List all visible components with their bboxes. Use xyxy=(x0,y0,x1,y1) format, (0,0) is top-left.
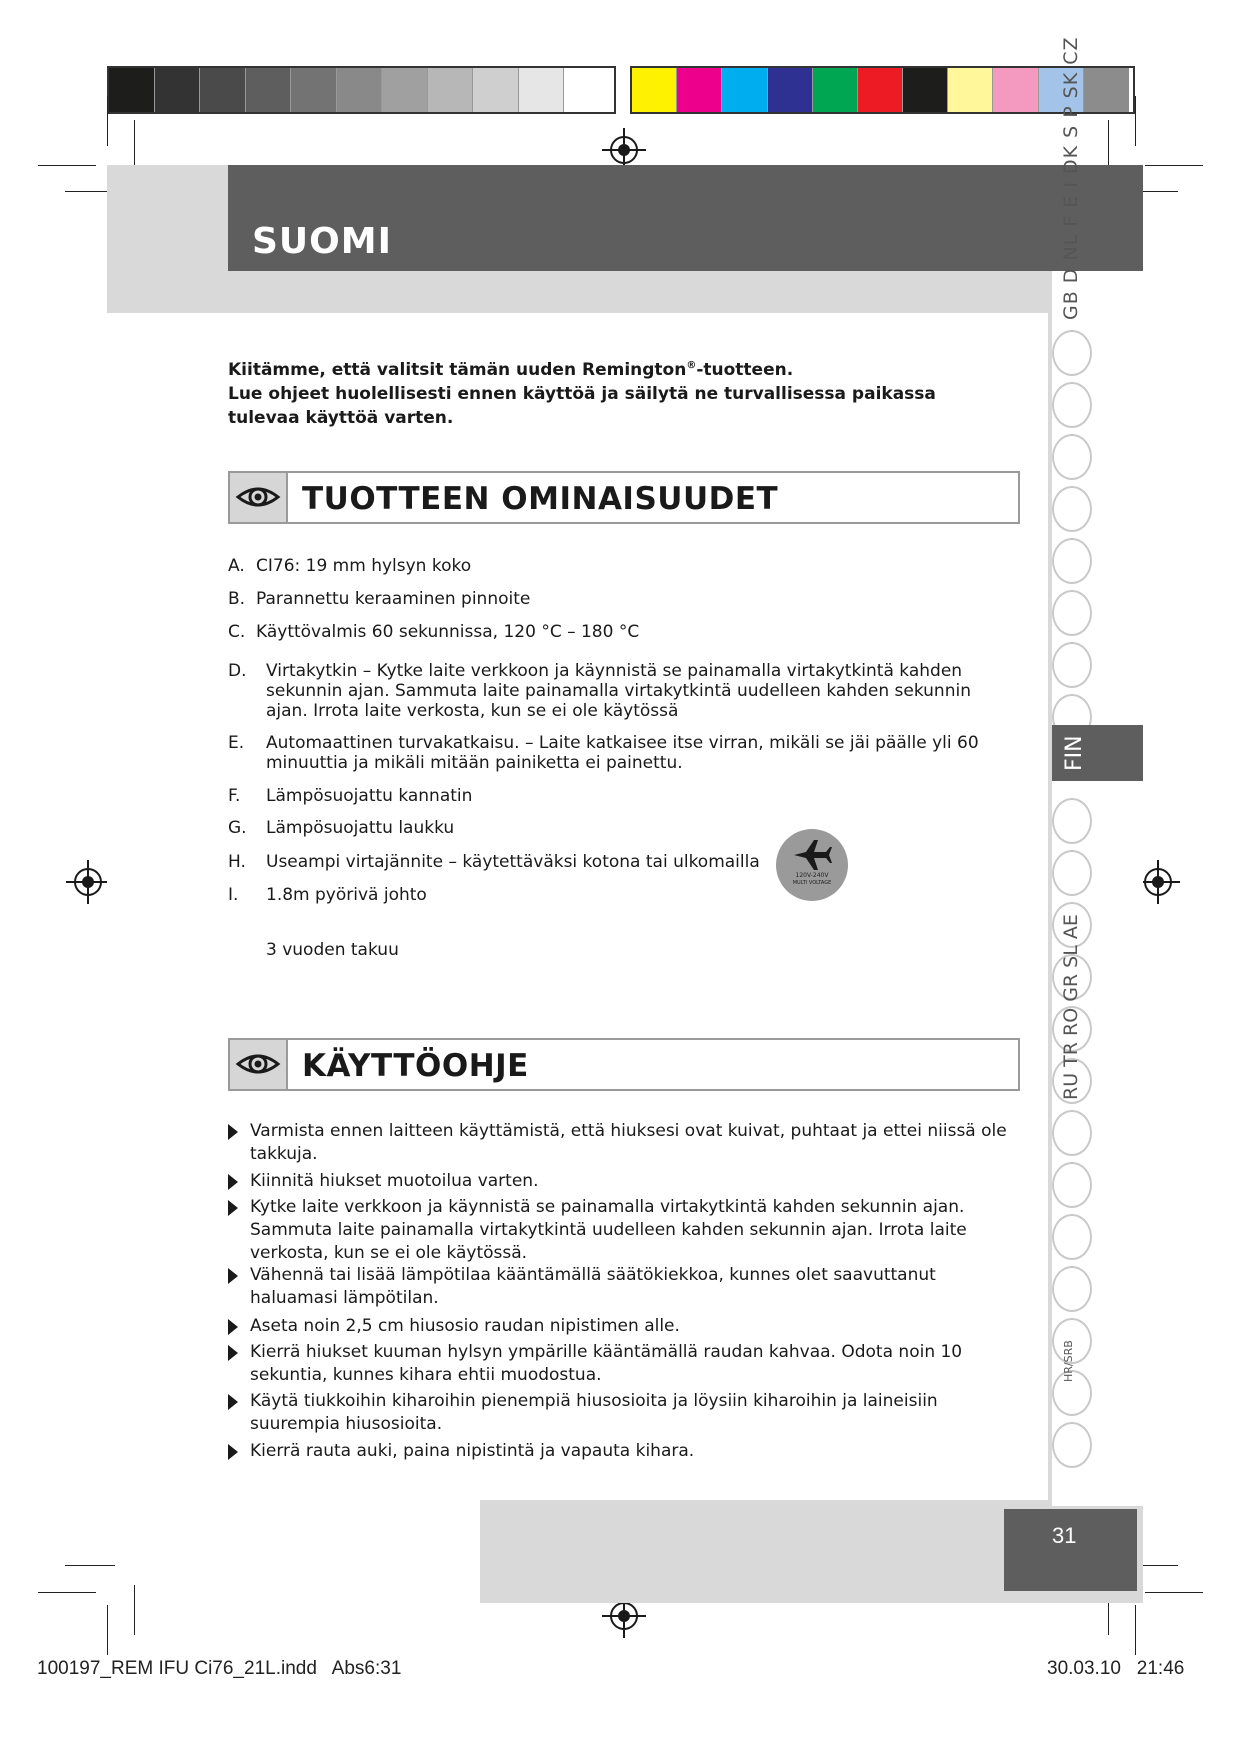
bullet-arrow-icon xyxy=(228,1345,238,1361)
color-swatch xyxy=(337,68,383,112)
language-tab-oval[interactable] xyxy=(1052,1266,1092,1312)
crop-mark xyxy=(134,120,135,170)
color-swatch xyxy=(291,68,337,112)
crop-mark xyxy=(107,1605,108,1655)
language-tabs-middle-label: RU TR RO GR SL AE xyxy=(1060,914,1082,1100)
color-swatch xyxy=(632,68,677,112)
feature-key: I. xyxy=(228,885,239,905)
language-tabs-bottom-label: HR/SRB xyxy=(1062,1340,1075,1382)
language-tabs-top-label: GB D NL F E I DK S P SK CZ xyxy=(1060,36,1082,320)
color-swatch xyxy=(382,68,428,112)
badge-line-1: 120V-240V xyxy=(795,872,829,879)
feature-text: 1.8m pyörivä johto xyxy=(266,885,427,905)
feature-key: B. xyxy=(228,589,246,609)
page-number-box xyxy=(1004,1509,1137,1591)
title-band xyxy=(228,165,1143,271)
color-swatch xyxy=(109,68,155,112)
usage-step-text: Kierrä rauta auki, paina nipistintä ja vapauta kihara. xyxy=(250,1441,695,1461)
color-swatch xyxy=(1084,68,1129,112)
feature-text: Automaattinen turvakatkaisu. – Laite katkaisee itse virran, mikäli se jäi päälle yli 60 minuuttia ja mikäli mitään painiketta ei painettu. xyxy=(266,733,979,773)
warranty-text: 3 vuoden takuu xyxy=(266,940,399,960)
language-tab-oval[interactable] xyxy=(1052,1422,1092,1468)
usage-step-text: Varmista ennen laitteen käyttämistä, että hiuksesi ovat kuivat, puhtaat ja ettei niissä ole takkuja. xyxy=(250,1121,1007,1164)
color-swatch xyxy=(768,68,813,112)
intro-line-2: Lue ohjeet huolellisesti ennen käyttöä ja säilytä ne turvallisessa paikassa tulevaa käyttöä varten. xyxy=(228,383,936,428)
feature-text: Parannettu keraaminen pinnoite xyxy=(256,589,531,609)
color-swatch xyxy=(473,68,519,112)
section-heading-features xyxy=(228,471,1020,524)
usage-step-text: Vähennä tai lisää lämpötilaa kääntämällä säätökiekkoa, kunnes olet saavuttanut haluamasi lämpötilan. xyxy=(250,1265,936,1308)
section-title-features: TUOTTEEN OMINAISUUDET xyxy=(302,481,779,517)
language-tab-oval[interactable] xyxy=(1052,1110,1092,1156)
section-title-usage: KÄYTTÖOHJE xyxy=(302,1048,529,1084)
feature-text: Useampi virtajännite – käytettäväksi kotona tai ulkomailla xyxy=(266,852,760,872)
feature-text: CI76: 19 mm hylsyn koko xyxy=(256,556,472,576)
bullet-arrow-icon xyxy=(228,1444,238,1460)
crop-mark xyxy=(38,1592,96,1593)
crop-mark xyxy=(1108,120,1109,170)
eye-icon xyxy=(230,1040,288,1089)
color-swatch xyxy=(428,68,474,112)
color-swatch xyxy=(200,68,246,112)
crop-mark xyxy=(1135,96,1136,146)
language-tab-oval[interactable] xyxy=(1052,642,1092,688)
color-swatch xyxy=(519,68,565,112)
bullet-arrow-icon xyxy=(228,1174,238,1190)
crop-mark xyxy=(65,1565,115,1566)
color-swatch xyxy=(677,68,722,112)
language-tab-oval[interactable] xyxy=(1052,434,1092,480)
footer-file-info: 100197_REM IFU Ci76_21L.indd Abs6:31 xyxy=(37,1658,402,1679)
grayscale-calibration-bar xyxy=(107,66,616,114)
usage-step-text: Kiinnitä hiukset muotoilua varten. xyxy=(250,1171,539,1191)
color-swatch xyxy=(722,68,767,112)
language-tab-oval[interactable] xyxy=(1052,1214,1092,1260)
feature-key: G. xyxy=(228,818,247,838)
color-swatch xyxy=(903,68,948,112)
bullet-arrow-icon xyxy=(228,1124,238,1140)
crop-mark xyxy=(1145,1592,1203,1593)
language-tab-oval[interactable] xyxy=(1052,590,1092,636)
language-tab-active-label: FIN xyxy=(1062,735,1087,771)
feature-text: Käyttövalmis 60 sekunnissa, 120 °C – 180 °C xyxy=(256,622,640,642)
language-tab-oval[interactable] xyxy=(1052,798,1092,844)
feature-text: Lämpösuojattu laukku xyxy=(266,818,455,838)
feature-text: Virtakytkin – Kytke laite verkkoon ja käynnistä se painamalla virtakytkintä kahden sekunnin ajan. Sammuta laite painamalla virtakytkintä uudelleen kahden sekunnin ajan. Irrota laite verkosta, kun se ei ole käytössä xyxy=(266,661,971,721)
airplane-icon xyxy=(792,837,832,871)
feature-text: Lämpösuojattu kannatin xyxy=(266,786,473,806)
feature-key: H. xyxy=(228,852,246,872)
color-swatch xyxy=(564,68,610,112)
color-swatch xyxy=(948,68,993,112)
feature-key: D. xyxy=(228,661,247,681)
usage-step-text: Kierrä hiukset kuuman hylsyn ympärille kääntämällä raudan kahvaa. Odota noin 10 sekuntia, kunnes kihara ehtii muodostua. xyxy=(250,1342,963,1385)
intro-text xyxy=(228,354,988,430)
feature-key: C. xyxy=(228,622,246,642)
crop-mark xyxy=(1135,1605,1136,1655)
bullet-arrow-icon xyxy=(228,1319,238,1335)
bullet-arrow-icon xyxy=(228,1200,238,1216)
language-tab-oval[interactable] xyxy=(1052,382,1092,428)
language-tab-oval[interactable] xyxy=(1052,1162,1092,1208)
color-swatch xyxy=(858,68,903,112)
crop-mark xyxy=(134,1585,135,1635)
usage-step-text: Kytke laite verkkoon ja käynnistä se painamalla virtakytkintä kahden sekunnin ajan. Sammuta laite painamalla virtakytkintä uudelleen kahden sekunnin ajan. Irrota laite verkosta, kun se ei ole käytössä. xyxy=(250,1197,967,1263)
feature-key: A. xyxy=(228,556,245,576)
language-tab-oval[interactable] xyxy=(1052,486,1092,532)
color-swatch xyxy=(813,68,858,112)
language-tab-oval[interactable] xyxy=(1052,330,1092,376)
usage-step-text: Aseta noin 2,5 cm hiusosio raudan nipistimen alle. xyxy=(250,1316,680,1336)
usage-step-text: Käytä tiukkoihin kiharoihin pienempiä hiusosioita ja löysiin kiharoihin ja laineisiin suurempia hiusosioita. xyxy=(250,1391,938,1434)
bullet-arrow-icon xyxy=(228,1394,238,1410)
registration-mark-icon xyxy=(66,860,110,904)
feature-key: E. xyxy=(228,733,245,753)
color-swatch xyxy=(246,68,292,112)
badge-line-2: MULTI VOLTAGE xyxy=(792,880,832,886)
section-heading-usage xyxy=(228,1038,1020,1091)
bullet-arrow-icon xyxy=(228,1268,238,1284)
crop-mark xyxy=(38,165,96,166)
language-tab-oval[interactable] xyxy=(1052,538,1092,584)
multi-voltage-badge xyxy=(776,829,848,901)
feature-key: F. xyxy=(228,786,241,806)
page-number: 31 xyxy=(1052,1523,1077,1548)
crop-mark xyxy=(107,96,108,146)
footer-date: 30.03.10 21:46 xyxy=(1047,1658,1185,1679)
page-title: SUOMI xyxy=(252,221,392,262)
color-swatch xyxy=(155,68,201,112)
language-tab-active[interactable] xyxy=(1052,725,1143,781)
crop-mark xyxy=(1145,165,1203,166)
language-tab-oval[interactable] xyxy=(1052,850,1092,896)
eye-icon xyxy=(230,473,288,522)
intro-line-1: Kiitämme, että valitsit tämän uuden Remington®-tuotteen. xyxy=(228,359,794,380)
color-swatch xyxy=(993,68,1038,112)
